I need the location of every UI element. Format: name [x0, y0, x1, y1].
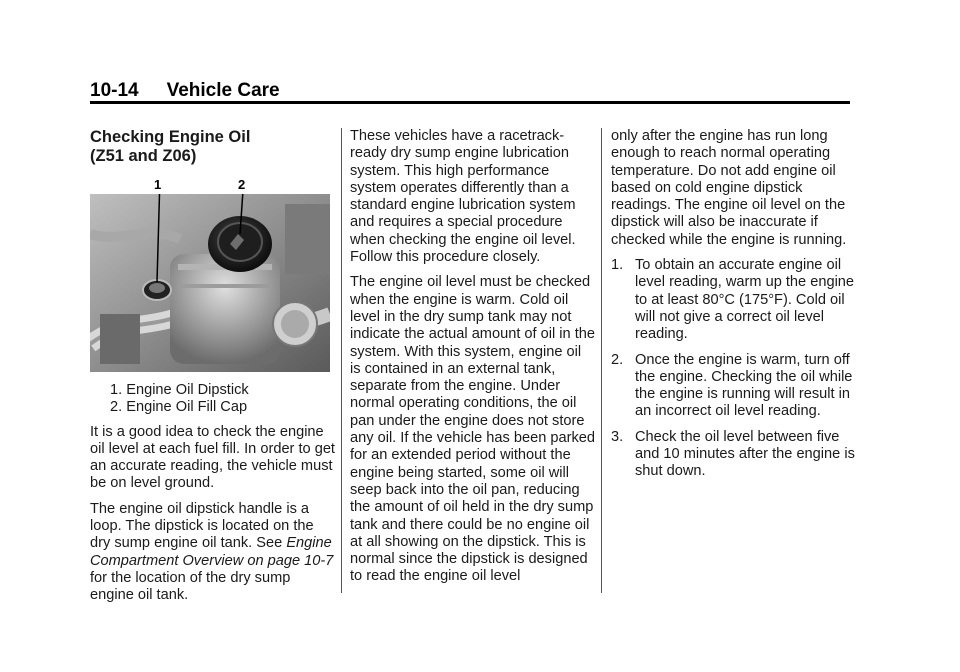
- section-title: Vehicle Care: [166, 80, 280, 101]
- column-2: [350, 128, 595, 594]
- step-item: 3. Check the oil level between five and 10 minutes after the engine is shut down.: [611, 428, 855, 480]
- page-number: 10-14: [90, 80, 139, 101]
- callout-2: 2: [238, 177, 246, 192]
- heading-line-2: (Z51 and Z06): [90, 147, 197, 165]
- caption-item: 2. Engine Oil Fill Cap: [110, 399, 248, 416]
- procedure-steps: [611, 257, 856, 481]
- section-heading: [90, 128, 335, 166]
- paragraph: These vehicles have a racetrack-ready dry sump engine lubrication system. This high performance system operates differently than a standard engine lubrication system and requires a special procedure when checking the engine oil level. Follow this procedure closely.: [350, 128, 576, 266]
- header-rule: [90, 101, 850, 104]
- paragraph: It is a good idea to check the engine oil level at each fuel fill. In order to get an accurate reading, the vehicle must be on level ground.: [90, 423, 335, 492]
- callout-1: 1: [154, 177, 162, 192]
- step-item: 2. Once the engine is warm, turn off the engine. Checking the oil while the engine is running will result in an incorrect oil level reading.: [611, 351, 853, 420]
- cross-reference-link[interactable]: Engine Compartment Overview on page 10-7: [90, 535, 334, 569]
- caption-item: 1. Engine Oil Dipstick: [110, 382, 249, 398]
- column-3: [611, 128, 856, 489]
- figure-caption: [90, 382, 335, 417]
- engine-oil-figure: [90, 176, 330, 372]
- heading-line-1: Checking Engine Oil: [90, 128, 251, 146]
- column-divider-1: [341, 128, 342, 593]
- paragraph: The engine oil level must be checked when the engine is warm. Cold oil level in the dry sump tank may not indicate the actual amount of oil in the system. With this system, engine oil is contained in an external tank, separate from the engine. Under normal operating conditions, the oil pan under the engine does not store any oil. If the vehicle has been parked for an extended period without the engine being started, some oil will seep back into the oil pan, reducing the amount of oil held in the dry sump tank and there could be no engine oil at all showing on the dipstick. This is normal since the dipstick is designed to read the engine oil level: [350, 274, 596, 585]
- paragraph: only after the engine has run long enough to reach normal operating temperature. Do not add engine oil based on cold engine dipstick readings. The engine oil level on the dipstick will also be inaccurate if checked while the engine is running.: [611, 128, 847, 248]
- paragraph-dipstick: The engine oil dipstick handle is a loop. The dipstick is located on the dry sump engine oil tank. See Engine Compartment Overview on page 10-7 for the location of the dry sump engine oil tank.: [90, 500, 334, 604]
- column-1: [90, 128, 335, 613]
- column-divider-2: [601, 128, 602, 593]
- step-item: 1. To obtain an accurate engine oil level reading, warm up the engine to at least 80°C (175°F). Cold oil will not give a correct oil level reading.: [611, 257, 855, 343]
- engine-compartment-photo: [90, 194, 330, 372]
